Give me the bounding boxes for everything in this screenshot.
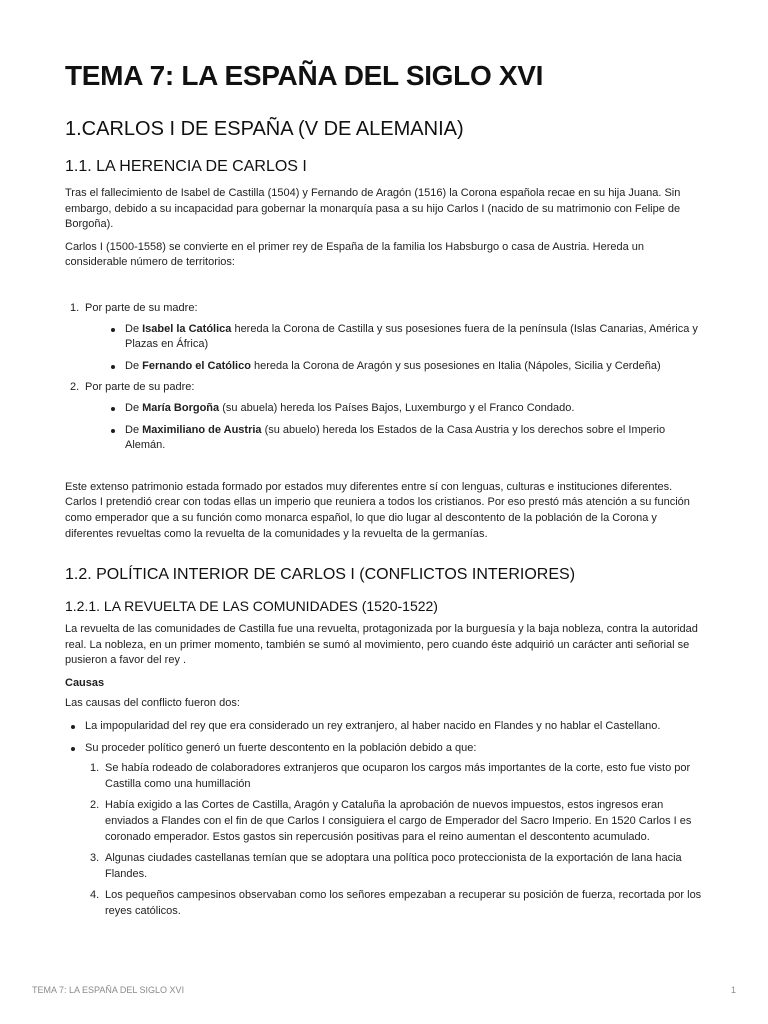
bold-name: Isabel la Católica: [142, 322, 232, 335]
list-item: [85, 798, 705, 845]
text: Los pequeños campesinos observaban como los señores empezaban a recuperar su posición de fuerza, recortada por los reyes católicos.: [105, 889, 702, 917]
causes-list: [65, 719, 705, 920]
bullet-icon: [111, 328, 115, 332]
bullet-icon: [111, 365, 115, 369]
text: (su abuelo) hereda los Estados de la Casa Austria y los derechos sobre el Imperio Alemán.: [125, 423, 666, 452]
text: (su abuela) hereda los Países Bajos, Luxemburgo y el Franco Condado.: [219, 401, 575, 414]
text: De: [125, 322, 143, 335]
bold-name: Maximiliano de Austria: [142, 423, 262, 436]
text: Su proceder político generó un fuerte descontento en la población debido a que:: [85, 741, 477, 754]
text: De: [125, 401, 143, 414]
document-title: TEMA 7: LA ESPAÑA DEL SIGLO XVI: [65, 60, 544, 91]
subsection-heading-politica-interior: 1.2. POLÍTICA INTERIOR DE CARLOS I (CONFLICTOS INTERIORES): [65, 566, 576, 584]
sublist: [105, 322, 705, 375]
section-heading-carlos-i: 1.CARLOS I DE ESPAÑA (V DE ALEMANIA): [65, 118, 464, 140]
list-item-label: Por parte de su padre:: [85, 381, 195, 394]
list-item: [65, 301, 705, 374]
text: La impopularidad del rey que era considerado un rey extranjero, al haber nacido en Flandes y no hablar el Castellano.: [85, 720, 661, 733]
list-item: [85, 888, 705, 919]
text: De: [125, 423, 143, 436]
list-item: [105, 423, 705, 454]
list-number: 1.: [70, 301, 80, 314]
text: Se había rodeado de colaboradores extranjeros que ocuparon los cargos más importantes de la corte, esto fue visto por Castilla como una humillación: [105, 762, 691, 790]
text: De: [125, 359, 143, 372]
page-footer: [32, 985, 736, 995]
list-number: 3.: [90, 852, 100, 865]
list-number: 2.: [90, 799, 100, 812]
sublist: [85, 761, 705, 919]
text: Algunas ciudades castellanas temían que se adoptara una política poco proteccionista de la exportación de lana hacia Flandes.: [105, 852, 682, 880]
list-item: [105, 359, 705, 375]
bold-name: Fernando el Católico: [142, 359, 251, 372]
paragraph-causas: Las causas del conflicto fueron dos:: [65, 697, 240, 710]
paragraph-herencia-3: Este extenso patrimonio estada formado por estados muy diferentes entre sí con lenguas, culturas e instituciones diferentes. Carlos I pretendió crear con todas ellas un imperio que reuniera a todos los cristianos. Por eso prestó más atención a su función como emperador que a su función como monarca español, lo que dio lugar al descontento de la población de la Corona y diferentes revueltas como la revuelta de la comunidades y la revuelta de la germanías.: [65, 480, 690, 540]
paragraph-herencia-1: Tras el fallecimiento de Isabel de Castilla (1504) y Fernando de Aragón (1516) la Corona española recae en su hija Juana. Sin embargo, debido a su incapacidad para gobernar la monarquía pasa a su hijo Carlos I (nacido de su matrimonio con Felipe de Borgoña).: [65, 187, 681, 231]
list-item: [85, 761, 705, 792]
list-item-label: Por parte de su madre:: [85, 301, 198, 314]
list-item: [105, 322, 705, 353]
subsubsection-heading-comunidades: 1.2.1. LA REVUELTA DE LAS COMUNIDADES (1520-1522): [65, 598, 438, 615]
sublist: [105, 401, 705, 454]
bullet-icon: [71, 747, 75, 751]
bold-name: María Borgoña: [142, 401, 220, 414]
bullet-icon: [111, 407, 115, 411]
list-item: [65, 741, 705, 920]
bullet-icon: [111, 429, 115, 433]
subsection-heading-herencia: 1.1. LA HERENCIA DE CARLOS I: [65, 158, 307, 175]
list-item: [85, 851, 705, 882]
text: hereda la Corona de Castilla y sus posesiones fuera de la península (Islas Canarias, América y Plazas en África): [125, 322, 698, 351]
text: Había exigido a las Cortes de Castilla, Aragón y Cataluña la aprobación de nuevos impuestos, estos ingresos eran enviados a Flandes con el fin de que Carlos I consiguiera el cargo de Emperador del Sacro Imperio. En 1520 Carlos I es coronado emperador. Estos gastos sin repercusión positivas para el reino aumentan el descontento acumulado.: [105, 799, 692, 843]
page-number: 1: [730, 985, 736, 995]
list-number: 4.: [90, 889, 100, 902]
list-item: [65, 380, 705, 453]
paragraph-comunidades-1: La revuelta de las comunidades de Castilla fue una revuelta, protagonizada por la burguesía y la baja nobleza, contra la autoridad real. La nobleza, en un primer momento, también se sumó al movimiento, pero cuando éste adquirió un carácter anti señorial se pusieron a favor del rey .: [65, 623, 698, 667]
document-page: [65, 58, 705, 926]
list-item: [105, 401, 705, 417]
list-number: 2.: [70, 381, 80, 394]
footer-title: TEMA 7: LA ESPAÑA DEL SIGLO XVI: [32, 985, 185, 995]
list-item: [65, 719, 705, 735]
text: hereda la Corona de Aragón y sus posesiones en Italia (Nápoles, Sicilia y Cerdeña): [250, 359, 661, 372]
paragraph-herencia-2: Carlos I (1500-1558) se convierte en el primer rey de España de la familia los Habsburgo o casa de Austria. Hereda un considerable número de territorios:: [65, 240, 645, 269]
causas-label: Causas: [65, 676, 105, 689]
inheritance-list: [65, 301, 705, 454]
list-number: 1.: [90, 762, 100, 775]
bullet-icon: [71, 725, 75, 729]
